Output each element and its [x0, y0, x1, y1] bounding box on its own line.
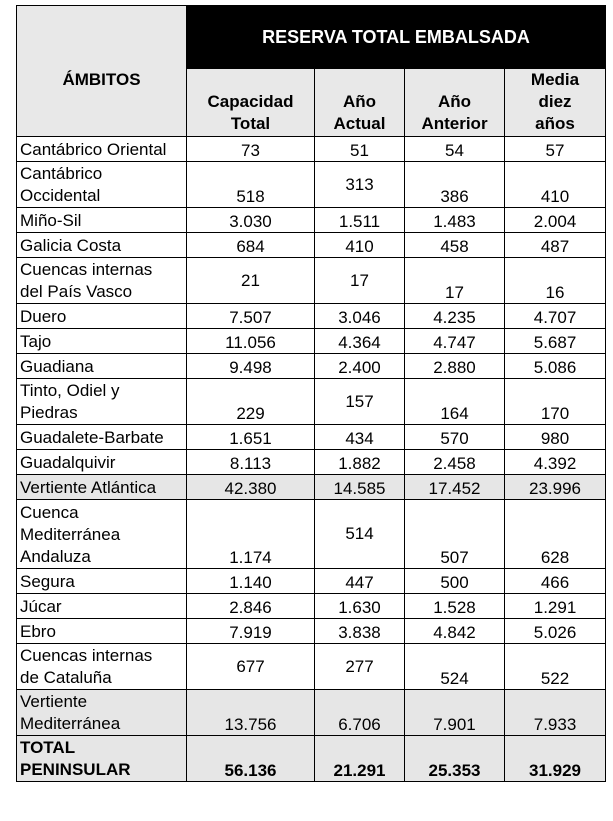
ambito-name-line: Ebro	[20, 622, 56, 641]
capacidad-total-cell: 684	[187, 233, 315, 258]
column-header-line: Año	[437, 92, 472, 111]
ambito-name-cell	[17, 690, 187, 736]
ambito-name-cell	[17, 450, 187, 475]
ambito-name-cell	[17, 379, 187, 425]
ano-actual-cell: 157	[315, 379, 405, 425]
media-diez-anos-cell: 487	[505, 233, 606, 258]
table-row	[17, 137, 606, 162]
media-diez-anos-cell: 5.687	[505, 329, 606, 354]
ambito-name-line: Mediterránea	[20, 714, 121, 733]
ano-anterior-cell: 458	[405, 233, 505, 258]
ano-anterior-cell: 2.880	[405, 354, 505, 379]
table-row	[17, 208, 606, 233]
capacidad-total-cell: 677	[187, 644, 315, 690]
ano-anterior-cell: 524	[405, 644, 505, 690]
ano-actual-cell: 2.400	[315, 354, 405, 379]
ambito-name-cell	[17, 736, 187, 782]
column-header-line: años	[535, 114, 575, 133]
column-header-line: Media	[530, 70, 580, 89]
capacidad-total-cell: 7.507	[187, 304, 315, 329]
ambito-name-cell	[17, 475, 187, 500]
ambito-name-line: Guadalquivir	[20, 453, 116, 472]
table-row	[17, 233, 606, 258]
table-row	[17, 644, 606, 690]
ano-actual-cell: 514	[315, 500, 405, 569]
ano-anterior-cell: 7.901	[405, 690, 505, 736]
ano-anterior-cell: 164	[405, 379, 505, 425]
column-header-line: diez	[538, 92, 572, 111]
capacidad-total-cell: 2.846	[187, 594, 315, 619]
ano-anterior-cell: 25.353	[405, 736, 505, 782]
ambito-name-line: Mediterránea	[20, 525, 121, 544]
ano-anterior-cell: 17.452	[405, 475, 505, 500]
media-diez-anos-cell: 2.004	[505, 208, 606, 233]
capacidad-total-header	[187, 69, 315, 137]
ano-anterior-cell: 386	[405, 162, 505, 208]
media-diez-anos-header	[505, 69, 606, 137]
capacidad-total-cell: 518	[187, 162, 315, 208]
ambito-name-line: Galicia Costa	[20, 236, 122, 255]
ambitos-header: ÁMBITOS	[17, 6, 187, 137]
ambito-name-line: Guadalete-Barbate	[20, 428, 164, 447]
column-header-line: Total	[230, 114, 271, 133]
ano-anterior-cell: 2.458	[405, 450, 505, 475]
ambito-name-line: Cuencas internas	[20, 646, 153, 665]
media-diez-anos-cell: 628	[505, 500, 606, 569]
table-row	[17, 354, 606, 379]
ambito-name-line: Tinto, Odiel y	[20, 381, 120, 400]
table-row	[17, 258, 606, 304]
ambito-name-cell	[17, 425, 187, 450]
table-row	[17, 569, 606, 594]
ambito-name-cell	[17, 233, 187, 258]
media-diez-anos-cell: 522	[505, 644, 606, 690]
capacidad-total-cell: 13.756	[187, 690, 315, 736]
ambito-name-cell	[17, 162, 187, 208]
media-diez-anos-cell: 410	[505, 162, 606, 208]
ambito-name-cell	[17, 594, 187, 619]
ano-actual-cell: 277	[315, 644, 405, 690]
table-row	[17, 425, 606, 450]
ano-actual-cell: 3.838	[315, 619, 405, 644]
ano-anterior-cell: 4.747	[405, 329, 505, 354]
capacidad-total-cell: 1.174	[187, 500, 315, 569]
ano-anterior-cell: 570	[405, 425, 505, 450]
ambito-name-line: del País Vasco	[20, 282, 133, 301]
ano-anterior-header	[405, 69, 505, 137]
media-diez-anos-cell: 7.933	[505, 690, 606, 736]
ambito-name-line: Vertiente	[20, 692, 88, 711]
capacidad-total-cell: 1.651	[187, 425, 315, 450]
media-diez-anos-cell: 5.086	[505, 354, 606, 379]
ano-actual-cell: 51	[315, 137, 405, 162]
ambito-name-line: Piedras	[20, 403, 78, 422]
ambito-name-line: Tajo	[20, 332, 52, 351]
capacidad-total-cell: 1.140	[187, 569, 315, 594]
ano-actual-cell: 313	[315, 162, 405, 208]
ano-actual-cell: 3.046	[315, 304, 405, 329]
ambito-name-cell	[17, 258, 187, 304]
table-row	[17, 500, 606, 569]
table-row	[17, 379, 606, 425]
media-diez-anos-cell: 466	[505, 569, 606, 594]
column-header-line: Anterior	[421, 114, 488, 133]
ambito-name-line: Duero	[20, 307, 67, 326]
ambito-name-line: Segura	[20, 572, 75, 591]
media-diez-anos-cell: 170	[505, 379, 606, 425]
ano-anterior-cell: 4.842	[405, 619, 505, 644]
ambito-name-line: Andaluza	[20, 547, 91, 566]
ambito-name-cell	[17, 569, 187, 594]
column-header-line: Año	[342, 92, 377, 111]
table-row	[17, 304, 606, 329]
capacidad-total-cell: 42.380	[187, 475, 315, 500]
ano-actual-cell: 1.630	[315, 594, 405, 619]
subtotal-row	[17, 690, 606, 736]
column-header-line: Actual	[333, 114, 386, 133]
table-row	[17, 329, 606, 354]
ano-actual-cell: 21.291	[315, 736, 405, 782]
ambito-name-line: Cuencas internas	[20, 260, 153, 279]
ano-actual-cell: 434	[315, 425, 405, 450]
ambito-name-line: Cantábrico Oriental	[20, 140, 167, 159]
reserva-total-banner: RESERVA TOTAL EMBALSADA	[187, 6, 606, 69]
ambito-name-cell	[17, 329, 187, 354]
media-diez-anos-cell: 16	[505, 258, 606, 304]
ano-anterior-cell: 54	[405, 137, 505, 162]
media-diez-anos-cell: 1.291	[505, 594, 606, 619]
ano-anterior-cell: 1.528	[405, 594, 505, 619]
ambito-name-line: Miño-Sil	[20, 211, 82, 230]
ambito-name-line: de Cataluña	[20, 668, 112, 687]
ambito-name-cell	[17, 354, 187, 379]
ano-actual-cell: 4.364	[315, 329, 405, 354]
ambito-name-line: PENINSULAR	[20, 760, 131, 779]
ano-anterior-cell: 500	[405, 569, 505, 594]
capacidad-total-cell: 73	[187, 137, 315, 162]
ano-actual-cell: 1.511	[315, 208, 405, 233]
capacidad-total-cell: 3.030	[187, 208, 315, 233]
capacidad-total-cell: 21	[187, 258, 315, 304]
table-row	[17, 162, 606, 208]
ano-actual-cell: 447	[315, 569, 405, 594]
ambito-name-line: Occidental	[20, 186, 101, 205]
ano-actual-cell: 410	[315, 233, 405, 258]
capacidad-total-cell: 56.136	[187, 736, 315, 782]
ano-actual-cell: 6.706	[315, 690, 405, 736]
reservoir-table	[16, 5, 606, 782]
table-row	[17, 594, 606, 619]
ambito-name-cell	[17, 644, 187, 690]
ambito-name-line: TOTAL	[20, 738, 76, 757]
media-diez-anos-cell: 31.929	[505, 736, 606, 782]
media-diez-anos-cell: 5.026	[505, 619, 606, 644]
subtotal-row	[17, 475, 606, 500]
ano-anterior-cell: 1.483	[405, 208, 505, 233]
ambito-name-line: Cantábrico	[20, 164, 103, 183]
ano-actual-header	[315, 69, 405, 137]
media-diez-anos-cell: 4.707	[505, 304, 606, 329]
ambito-name-cell	[17, 304, 187, 329]
ambito-name-line: Cuenca	[20, 503, 79, 522]
ambito-name-cell	[17, 619, 187, 644]
ano-anterior-cell: 4.235	[405, 304, 505, 329]
column-header-line: Capacidad	[207, 92, 294, 111]
media-diez-anos-cell: 23.996	[505, 475, 606, 500]
ambito-name-cell	[17, 208, 187, 233]
media-diez-anos-cell: 57	[505, 137, 606, 162]
reservoir-table-container	[16, 5, 606, 782]
capacidad-total-cell: 8.113	[187, 450, 315, 475]
total-row	[17, 736, 606, 782]
capacidad-total-cell: 229	[187, 379, 315, 425]
media-diez-anos-cell: 4.392	[505, 450, 606, 475]
ambito-name-line: Júcar	[20, 597, 62, 616]
capacidad-total-cell: 7.919	[187, 619, 315, 644]
table-row	[17, 450, 606, 475]
table-row	[17, 619, 606, 644]
ano-anterior-cell: 507	[405, 500, 505, 569]
ambito-name-cell	[17, 137, 187, 162]
ambito-name-line: Guadiana	[20, 357, 94, 376]
ano-actual-cell: 1.882	[315, 450, 405, 475]
capacidad-total-cell: 11.056	[187, 329, 315, 354]
ano-actual-cell: 14.585	[315, 475, 405, 500]
ano-anterior-cell: 17	[405, 258, 505, 304]
ambito-name-cell	[17, 500, 187, 569]
media-diez-anos-cell: 980	[505, 425, 606, 450]
ambito-name-line: Vertiente Atlántica	[20, 478, 157, 497]
capacidad-total-cell: 9.498	[187, 354, 315, 379]
ano-actual-cell: 17	[315, 258, 405, 304]
